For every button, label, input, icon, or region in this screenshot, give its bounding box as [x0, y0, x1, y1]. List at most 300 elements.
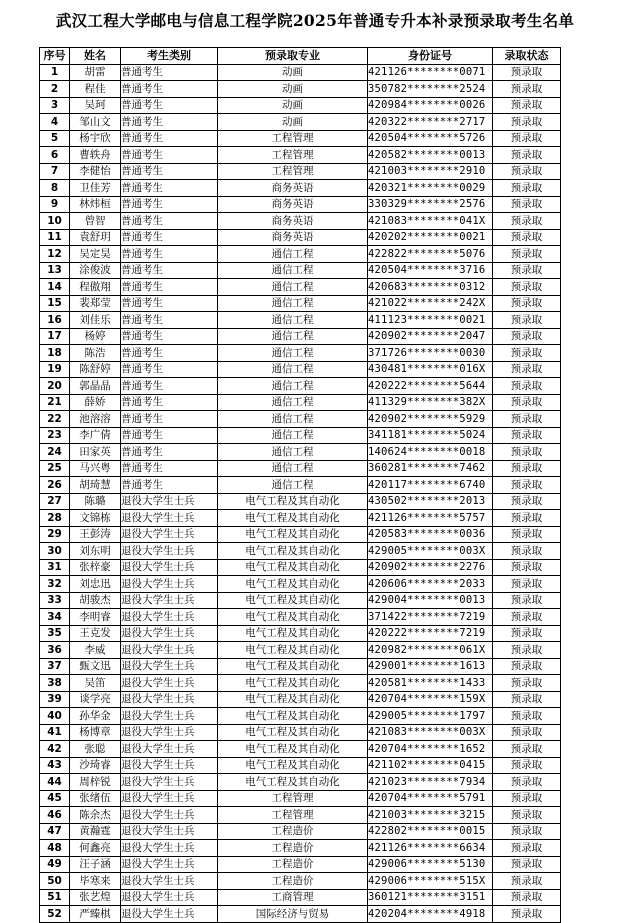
row-category: 普通考生 — [121, 147, 218, 164]
row-name: 邹山文 — [70, 114, 121, 131]
row-status: 预录取 — [493, 196, 561, 213]
table-row — [40, 757, 561, 774]
table-row — [40, 724, 561, 741]
row-seq: 17 — [40, 328, 70, 345]
row-name: 杨博章 — [70, 724, 121, 741]
row-name: 陈璐 — [70, 493, 121, 510]
row-name: 吴定昊 — [70, 246, 121, 263]
row-category: 普通考生 — [121, 163, 218, 180]
table-row — [40, 114, 561, 131]
table-row — [40, 64, 561, 81]
row-id-number: 429006********5130 — [368, 856, 493, 873]
row-name: 袁舒玥 — [70, 229, 121, 246]
row-category: 退役大学生士兵 — [121, 840, 218, 857]
row-major: 电气工程及其自动化 — [218, 592, 368, 609]
header-name: 姓名 — [70, 48, 121, 65]
row-id-number: 420683********0312 — [368, 279, 493, 296]
row-status: 预录取 — [493, 889, 561, 906]
row-name: 裴郑莹 — [70, 295, 121, 312]
row-name: 黄瀚霆 — [70, 823, 121, 840]
row-id-number: 429005********1797 — [368, 708, 493, 725]
table-row — [40, 444, 561, 461]
row-major: 动画 — [218, 64, 368, 81]
table-header-row — [40, 48, 561, 65]
row-major: 动画 — [218, 114, 368, 131]
row-id-number: 420582********0013 — [368, 147, 493, 164]
row-seq: 13 — [40, 262, 70, 279]
row-id-number: 140624********0018 — [368, 444, 493, 461]
row-name: 孙华金 — [70, 708, 121, 725]
table-row — [40, 658, 561, 675]
table-row — [40, 213, 561, 230]
row-category: 普通考生 — [121, 213, 218, 230]
row-category: 普通考生 — [121, 246, 218, 263]
row-status: 预录取 — [493, 345, 561, 362]
row-name: 陈舒婷 — [70, 361, 121, 378]
row-seq: 20 — [40, 378, 70, 395]
table-row — [40, 592, 561, 609]
row-name: 张聪 — [70, 741, 121, 758]
table-row — [40, 279, 561, 296]
row-seq: 27 — [40, 493, 70, 510]
row-status: 预录取 — [493, 163, 561, 180]
row-category: 退役大学生士兵 — [121, 625, 218, 642]
row-name: 曹轶舟 — [70, 147, 121, 164]
row-seq: 23 — [40, 427, 70, 444]
row-status: 预录取 — [493, 708, 561, 725]
row-status: 预录取 — [493, 658, 561, 675]
row-id-number: 420606********2033 — [368, 576, 493, 593]
row-seq: 30 — [40, 543, 70, 560]
row-seq: 44 — [40, 774, 70, 791]
row-name: 马兴粤 — [70, 460, 121, 477]
row-category: 退役大学生士兵 — [121, 675, 218, 692]
row-category: 普通考生 — [121, 279, 218, 296]
row-seq: 22 — [40, 411, 70, 428]
row-major: 电气工程及其自动化 — [218, 675, 368, 692]
row-id-number: 420902********2276 — [368, 559, 493, 576]
row-major: 电气工程及其自动化 — [218, 708, 368, 725]
row-name: 胡琦慧 — [70, 477, 121, 494]
row-seq: 28 — [40, 510, 70, 527]
row-seq: 41 — [40, 724, 70, 741]
row-status: 预录取 — [493, 807, 561, 824]
row-seq: 45 — [40, 790, 70, 807]
row-name: 刘佳乐 — [70, 312, 121, 329]
row-seq: 36 — [40, 642, 70, 659]
row-seq: 31 — [40, 559, 70, 576]
row-major: 工程管理 — [218, 790, 368, 807]
row-name: 胡骏杰 — [70, 592, 121, 609]
row-id-number: 420321********0029 — [368, 180, 493, 197]
row-id-number: 350782********2524 — [368, 81, 493, 98]
row-major: 通信工程 — [218, 460, 368, 477]
row-seq: 32 — [40, 576, 70, 593]
row-status: 预录取 — [493, 526, 561, 543]
table-row — [40, 345, 561, 362]
table-row — [40, 196, 561, 213]
row-name: 陈余杰 — [70, 807, 121, 824]
row-name: 王克发 — [70, 625, 121, 642]
row-category: 退役大学生士兵 — [121, 493, 218, 510]
row-id-number: 420704********5791 — [368, 790, 493, 807]
row-category: 退役大学生士兵 — [121, 658, 218, 675]
row-seq: 33 — [40, 592, 70, 609]
row-major: 电气工程及其自动化 — [218, 757, 368, 774]
row-category: 退役大学生士兵 — [121, 609, 218, 626]
row-major: 工程管理 — [218, 130, 368, 147]
row-id-number: 429004********0013 — [368, 592, 493, 609]
row-category: 普通考生 — [121, 460, 218, 477]
row-name: 张绪伍 — [70, 790, 121, 807]
row-category: 普通考生 — [121, 427, 218, 444]
row-name: 王彭涛 — [70, 526, 121, 543]
row-seq: 18 — [40, 345, 70, 362]
row-category: 普通考生 — [121, 64, 218, 81]
row-major: 工程管理 — [218, 163, 368, 180]
row-major: 电气工程及其自动化 — [218, 691, 368, 708]
row-major: 通信工程 — [218, 279, 368, 296]
row-id-number: 360121********3151 — [368, 889, 493, 906]
row-id-number: 420982********061X — [368, 642, 493, 659]
table-row — [40, 493, 561, 510]
row-major: 通信工程 — [218, 427, 368, 444]
row-major: 工程管理 — [218, 147, 368, 164]
row-name: 严臻棋 — [70, 906, 121, 923]
row-status: 预录取 — [493, 361, 561, 378]
table-row — [40, 609, 561, 626]
row-name: 涂俊波 — [70, 262, 121, 279]
table-row — [40, 312, 561, 329]
row-seq: 34 — [40, 609, 70, 626]
row-name: 谈学亮 — [70, 691, 121, 708]
row-seq: 2 — [40, 81, 70, 98]
row-seq: 52 — [40, 906, 70, 923]
row-name: 李明睿 — [70, 609, 121, 626]
row-major: 通信工程 — [218, 411, 368, 428]
header-status: 录取状态 — [493, 48, 561, 65]
table-row — [40, 840, 561, 857]
row-name: 文锦栋 — [70, 510, 121, 527]
table-row — [40, 163, 561, 180]
row-seq: 16 — [40, 312, 70, 329]
row-status: 预录取 — [493, 576, 561, 593]
row-category: 退役大学生士兵 — [121, 873, 218, 890]
row-status: 预录取 — [493, 691, 561, 708]
row-major: 电气工程及其自动化 — [218, 658, 368, 675]
row-name: 毕寒来 — [70, 873, 121, 890]
row-seq: 38 — [40, 675, 70, 692]
table-row — [40, 477, 561, 494]
row-category: 普通考生 — [121, 345, 218, 362]
row-major: 通信工程 — [218, 444, 368, 461]
table-row — [40, 774, 561, 791]
table-row — [40, 625, 561, 642]
row-id-number: 430481********016X — [368, 361, 493, 378]
row-category: 普通考生 — [121, 262, 218, 279]
row-name: 卫佳芳 — [70, 180, 121, 197]
row-status: 预录取 — [493, 873, 561, 890]
row-status: 预录取 — [493, 724, 561, 741]
row-name: 刘忠迅 — [70, 576, 121, 593]
table-row — [40, 889, 561, 906]
row-major: 通信工程 — [218, 295, 368, 312]
row-id-number: 371726********0030 — [368, 345, 493, 362]
row-id-number: 421023********7934 — [368, 774, 493, 791]
row-status: 预录取 — [493, 394, 561, 411]
row-seq: 21 — [40, 394, 70, 411]
row-category: 普通考生 — [121, 295, 218, 312]
row-category: 普通考生 — [121, 477, 218, 494]
row-major: 国际经济与贸易 — [218, 906, 368, 923]
row-major: 电气工程及其自动化 — [218, 642, 368, 659]
row-status: 预录取 — [493, 609, 561, 626]
row-id-number: 420984********0026 — [368, 97, 493, 114]
row-status: 预录取 — [493, 543, 561, 560]
row-status: 预录取 — [493, 840, 561, 857]
row-status: 预录取 — [493, 427, 561, 444]
row-major: 通信工程 — [218, 378, 368, 395]
row-category: 普通考生 — [121, 411, 218, 428]
row-seq: 4 — [40, 114, 70, 131]
table-row — [40, 510, 561, 527]
row-status: 预录取 — [493, 625, 561, 642]
row-name: 张艺煌 — [70, 889, 121, 906]
row-id-number: 420504********5726 — [368, 130, 493, 147]
row-id-number: 422802********0015 — [368, 823, 493, 840]
row-major: 电气工程及其自动化 — [218, 543, 368, 560]
row-status: 预录取 — [493, 279, 561, 296]
row-status: 预录取 — [493, 64, 561, 81]
row-seq: 14 — [40, 279, 70, 296]
table-row — [40, 823, 561, 840]
row-major: 通信工程 — [218, 361, 368, 378]
row-category: 退役大学生士兵 — [121, 708, 218, 725]
table-row — [40, 675, 561, 692]
table-row — [40, 741, 561, 758]
table-row — [40, 147, 561, 164]
admission-table — [39, 47, 561, 923]
row-seq: 11 — [40, 229, 70, 246]
row-status: 预录取 — [493, 378, 561, 395]
row-seq: 7 — [40, 163, 70, 180]
row-category: 退役大学生士兵 — [121, 526, 218, 543]
row-major: 商务英语 — [218, 196, 368, 213]
row-major: 通信工程 — [218, 328, 368, 345]
row-seq: 37 — [40, 658, 70, 675]
row-id-number: 430502********2013 — [368, 493, 493, 510]
row-id-number: 429006********515X — [368, 873, 493, 890]
row-major: 工程造价 — [218, 840, 368, 857]
row-id-number: 429005********003X — [368, 543, 493, 560]
row-name: 林炜桓 — [70, 196, 121, 213]
row-category: 普通考生 — [121, 180, 218, 197]
row-id-number: 420902********5929 — [368, 411, 493, 428]
row-status: 预录取 — [493, 493, 561, 510]
row-major: 电气工程及其自动化 — [218, 576, 368, 593]
row-seq: 12 — [40, 246, 70, 263]
row-major: 工程管理 — [218, 807, 368, 824]
row-status: 预录取 — [493, 213, 561, 230]
row-status: 预录取 — [493, 147, 561, 164]
row-seq: 47 — [40, 823, 70, 840]
table-row — [40, 807, 561, 824]
row-id-number: 420581********1433 — [368, 675, 493, 692]
table-row — [40, 361, 561, 378]
row-major: 动画 — [218, 81, 368, 98]
row-seq: 40 — [40, 708, 70, 725]
row-status: 预录取 — [493, 774, 561, 791]
table-body — [40, 64, 561, 922]
row-seq: 35 — [40, 625, 70, 642]
table-row — [40, 576, 561, 593]
row-id-number: 420202********0021 — [368, 229, 493, 246]
table-row — [40, 543, 561, 560]
row-category: 普通考生 — [121, 196, 218, 213]
row-name: 杨婷 — [70, 328, 121, 345]
row-id-number: 411123********0021 — [368, 312, 493, 329]
row-status: 预录取 — [493, 262, 561, 279]
row-category: 普通考生 — [121, 97, 218, 114]
row-id-number: 421083********041X — [368, 213, 493, 230]
table-row — [40, 97, 561, 114]
table-row — [40, 790, 561, 807]
row-id-number: 420222********5644 — [368, 378, 493, 395]
row-major: 电气工程及其自动化 — [218, 609, 368, 626]
row-major: 商务英语 — [218, 180, 368, 197]
row-status: 预录取 — [493, 328, 561, 345]
row-seq: 6 — [40, 147, 70, 164]
row-status: 预录取 — [493, 856, 561, 873]
row-name: 胡雷 — [70, 64, 121, 81]
row-status: 预录取 — [493, 97, 561, 114]
row-name: 杨宇欣 — [70, 130, 121, 147]
row-status: 预录取 — [493, 675, 561, 692]
row-major: 通信工程 — [218, 345, 368, 362]
row-status: 预录取 — [493, 229, 561, 246]
row-seq: 49 — [40, 856, 70, 873]
row-id-number: 420117********6740 — [368, 477, 493, 494]
row-category: 退役大学生士兵 — [121, 807, 218, 824]
header-category: 考生类别 — [121, 48, 218, 65]
row-name: 汪子涵 — [70, 856, 121, 873]
row-status: 预录取 — [493, 642, 561, 659]
row-id-number: 420902********2047 — [368, 328, 493, 345]
row-seq: 15 — [40, 295, 70, 312]
row-major: 工程造价 — [218, 856, 368, 873]
row-name: 周梓锐 — [70, 774, 121, 791]
row-seq: 51 — [40, 889, 70, 906]
row-name: 李健怡 — [70, 163, 121, 180]
table-row — [40, 411, 561, 428]
row-category: 退役大学生士兵 — [121, 856, 218, 873]
row-name: 陈浩 — [70, 345, 121, 362]
row-name: 吴笛 — [70, 675, 121, 692]
table-row — [40, 642, 561, 659]
row-major: 电气工程及其自动化 — [218, 493, 368, 510]
row-name: 李广倩 — [70, 427, 121, 444]
row-major: 商务英语 — [218, 213, 368, 230]
row-category: 退役大学生士兵 — [121, 642, 218, 659]
row-major: 通信工程 — [218, 477, 368, 494]
row-category: 退役大学生士兵 — [121, 906, 218, 923]
table-row — [40, 906, 561, 923]
row-id-number: 421003********3215 — [368, 807, 493, 824]
table-row — [40, 691, 561, 708]
row-name: 沙琦睿 — [70, 757, 121, 774]
row-name: 郭晶晶 — [70, 378, 121, 395]
row-major: 电气工程及其自动化 — [218, 724, 368, 741]
row-major: 通信工程 — [218, 246, 368, 263]
row-category: 普通考生 — [121, 378, 218, 395]
row-status: 预录取 — [493, 312, 561, 329]
row-id-number: 420704********159X — [368, 691, 493, 708]
row-category: 退役大学生士兵 — [121, 790, 218, 807]
row-name: 程傲翔 — [70, 279, 121, 296]
row-name: 刘东明 — [70, 543, 121, 560]
row-category: 退役大学生士兵 — [121, 559, 218, 576]
row-seq: 19 — [40, 361, 70, 378]
row-status: 预录取 — [493, 906, 561, 923]
row-status: 预录取 — [493, 559, 561, 576]
row-id-number: 421126********0071 — [368, 64, 493, 81]
table-row — [40, 180, 561, 197]
row-seq: 3 — [40, 97, 70, 114]
header-id-number: 身份证号 — [368, 48, 493, 65]
row-status: 预录取 — [493, 246, 561, 263]
row-major: 电气工程及其自动化 — [218, 625, 368, 642]
row-status: 预录取 — [493, 790, 561, 807]
header-major: 预录取专业 — [218, 48, 368, 65]
table-row — [40, 378, 561, 395]
row-status: 预录取 — [493, 411, 561, 428]
row-major: 电气工程及其自动化 — [218, 774, 368, 791]
row-category: 普通考生 — [121, 361, 218, 378]
row-status: 预录取 — [493, 741, 561, 758]
row-seq: 46 — [40, 807, 70, 824]
row-seq: 50 — [40, 873, 70, 890]
table-row — [40, 460, 561, 477]
table-row — [40, 229, 561, 246]
row-category: 退役大学生士兵 — [121, 823, 218, 840]
row-name: 吴珂 — [70, 97, 121, 114]
row-seq: 26 — [40, 477, 70, 494]
row-category: 退役大学生士兵 — [121, 757, 218, 774]
row-seq: 42 — [40, 741, 70, 758]
row-seq: 29 — [40, 526, 70, 543]
table-row — [40, 394, 561, 411]
row-category: 退役大学生士兵 — [121, 889, 218, 906]
row-major: 工程造价 — [218, 823, 368, 840]
row-major: 通信工程 — [218, 262, 368, 279]
row-id-number: 371422********7219 — [368, 609, 493, 626]
row-category: 普通考生 — [121, 312, 218, 329]
table-row — [40, 559, 561, 576]
row-major: 商务英语 — [218, 229, 368, 246]
row-id-number: 421022********242X — [368, 295, 493, 312]
table-row — [40, 427, 561, 444]
row-category: 退役大学生士兵 — [121, 510, 218, 527]
row-category: 普通考生 — [121, 130, 218, 147]
row-major: 通信工程 — [218, 394, 368, 411]
page-title: 武汉工程大学邮电与信息工程学院2025年普通专升本补录预录取考生名单 — [55, 11, 575, 30]
row-id-number: 420504********3716 — [368, 262, 493, 279]
row-name: 李威 — [70, 642, 121, 659]
row-status: 预录取 — [493, 592, 561, 609]
row-name: 何鑫亮 — [70, 840, 121, 857]
row-id-number: 360281********7462 — [368, 460, 493, 477]
row-major: 工商管理 — [218, 889, 368, 906]
